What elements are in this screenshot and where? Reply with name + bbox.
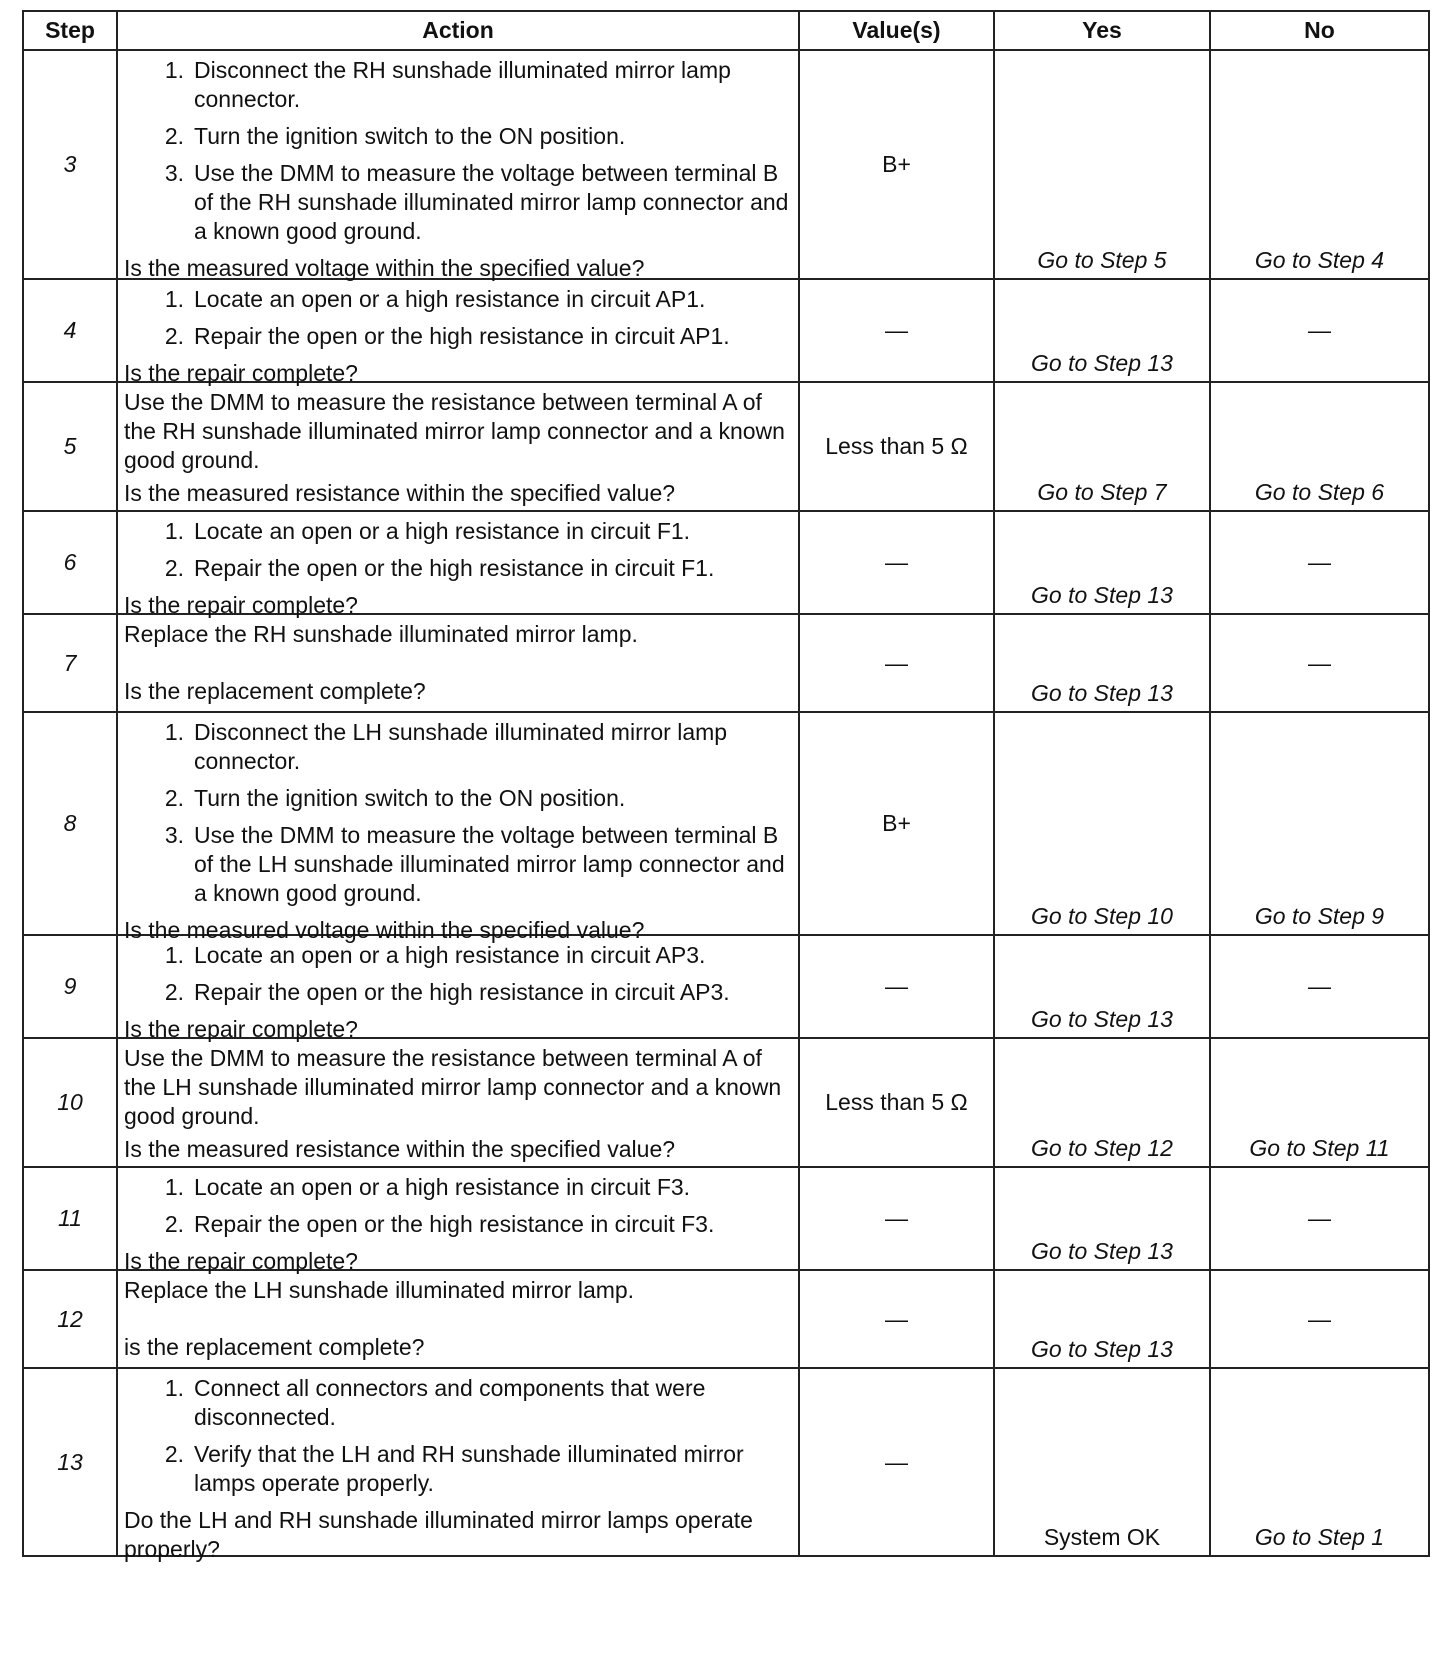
- action-step-number: 2.: [164, 979, 184, 1005]
- action-content: [124, 1044, 792, 1161]
- action-step-number: 1.: [164, 518, 184, 544]
- action-question: Do the LH and RH sunshade illuminated mirror lamps operate properly?: [124, 1507, 753, 1562]
- action-instructions: [124, 620, 792, 653]
- action-content: [124, 718, 792, 943]
- action-step-number: 1.: [164, 1174, 184, 1200]
- no-result: —: [1210, 935, 1429, 1038]
- no-result: Go to Step 6: [1210, 382, 1429, 511]
- action-instructions: [124, 56, 792, 254]
- table-row: [23, 614, 1429, 712]
- step-number: 8: [23, 712, 117, 935]
- action-step-item: [124, 122, 792, 151]
- action-question: Is the measured resistance within the specified value?: [124, 480, 676, 506]
- action-question: Is the repair complete?: [124, 592, 358, 618]
- step-number: 12: [23, 1270, 117, 1368]
- action-instructions: [124, 285, 792, 359]
- action-step-text: Disconnect the LH sunshade illuminated mirror lamp connector.: [194, 719, 728, 774]
- action-content: [124, 620, 792, 706]
- value-cell: —: [799, 1167, 994, 1270]
- action-step-number: 2.: [164, 785, 184, 811]
- no-result: Go to Step 9: [1210, 712, 1429, 935]
- action-step-list: [124, 285, 792, 351]
- action-cell: [117, 614, 799, 712]
- table-row: [23, 382, 1429, 511]
- action-question: Is the measured voltage within the specified value?: [124, 917, 645, 943]
- action-step-item: [124, 821, 792, 908]
- action-intro: Use the DMM to measure the resistance between terminal A of the LH sunshade illuminated mirror lamp connector and a known good ground.: [124, 1045, 782, 1129]
- yes-result: Go to Step 13: [994, 935, 1210, 1038]
- action-cell: [117, 1038, 799, 1167]
- action-step-text: Use the DMM to measure the voltage between terminal B of the LH sunshade illuminated mirror lamp connector and a known good ground.: [194, 822, 785, 906]
- yes-result: Go to Step 13: [994, 1270, 1210, 1368]
- action-step-number: 2.: [164, 1211, 184, 1237]
- value-cell: —: [799, 279, 994, 382]
- diagnostic-table-container: [22, 10, 1428, 1562]
- action-intro: Replace the RH sunshade illuminated mirror lamp.: [124, 621, 638, 647]
- table-body: [23, 50, 1429, 1562]
- no-result: Go to Step 1: [1210, 1368, 1429, 1556]
- table-row: [23, 1038, 1429, 1167]
- yes-result: Go to Step 13: [994, 614, 1210, 712]
- value-cell: —: [799, 614, 994, 712]
- action-step-number: 2.: [164, 123, 184, 149]
- no-result: —: [1210, 1167, 1429, 1270]
- step-number: 13: [23, 1368, 117, 1556]
- action-cell: [117, 382, 799, 511]
- action-step-item: [124, 718, 792, 776]
- step-number: 11: [23, 1167, 117, 1270]
- action-step-item: [124, 1440, 792, 1498]
- action-step-text: Locate an open or a high resistance in circuit AP1.: [194, 286, 706, 312]
- no-result: —: [1210, 1270, 1429, 1368]
- table-row: [23, 1167, 1429, 1270]
- action-step-item: [124, 941, 792, 970]
- action-step-text: Locate an open or a high resistance in circuit F1.: [194, 518, 691, 544]
- action-step-item: [124, 1173, 792, 1202]
- diagnostic-table: [22, 10, 1430, 1562]
- step-number: 4: [23, 279, 117, 382]
- action-step-number: 2.: [164, 555, 184, 581]
- table-row: [23, 712, 1429, 935]
- table-row: [23, 1368, 1429, 1556]
- action-step-number: 3.: [164, 822, 184, 848]
- action-step-item: [124, 517, 792, 546]
- header-row: [23, 11, 1429, 50]
- action-step-number: 3.: [164, 160, 184, 186]
- action-step-text: Disconnect the RH sunshade illuminated mirror lamp connector.: [194, 57, 731, 112]
- table-row: [23, 279, 1429, 382]
- action-content: [124, 56, 792, 281]
- action-step-list: [124, 718, 792, 908]
- step-number: 6: [23, 511, 117, 614]
- action-step-item: [124, 1374, 792, 1432]
- action-step-number: 1.: [164, 286, 184, 312]
- table-row: [23, 935, 1429, 1038]
- header-value: Value(s): [799, 11, 994, 50]
- yes-result: Go to Step 13: [994, 279, 1210, 382]
- action-cell: [117, 712, 799, 943]
- action-step-text: Locate an open or a high resistance in circuit AP3.: [194, 942, 706, 968]
- action-step-item: [124, 978, 792, 1007]
- action-content: [124, 941, 792, 1042]
- no-result: —: [1210, 279, 1429, 382]
- header-step: Step: [23, 11, 117, 50]
- action-step-item: [124, 322, 792, 351]
- action-cell: [117, 1167, 799, 1274]
- action-step-text: Repair the open or the high resistance in circuit AP1.: [194, 323, 730, 349]
- yes-result: Go to Step 10: [994, 712, 1210, 935]
- action-question: Is the replacement complete?: [124, 678, 426, 704]
- header-no: No: [1210, 11, 1429, 50]
- action-step-text: Connect all connectors and components that were disconnected.: [194, 1375, 706, 1430]
- no-result: —: [1210, 614, 1429, 712]
- action-question: Is the repair complete?: [124, 1016, 358, 1042]
- action-intro: Use the DMM to measure the resistance between terminal A of the RH sunshade illuminated mirror lamp connector and a known good ground.: [124, 389, 785, 473]
- action-step-number: 1.: [164, 719, 184, 745]
- table-row: [23, 50, 1429, 279]
- table-row: [23, 511, 1429, 614]
- action-step-item: [124, 554, 792, 583]
- action-step-item: [124, 285, 792, 314]
- value-cell: Less than 5 Ω: [799, 382, 994, 511]
- action-cell: [117, 511, 799, 618]
- action-step-list: [124, 1173, 792, 1239]
- action-cell: [117, 1270, 799, 1368]
- yes-result: Go to Step 13: [994, 511, 1210, 614]
- action-step-list: [124, 56, 792, 246]
- yes-result: Go to Step 13: [994, 1167, 1210, 1270]
- action-step-list: [124, 941, 792, 1007]
- action-step-number: 1.: [164, 57, 184, 83]
- action-step-number: 1.: [164, 942, 184, 968]
- action-step-text: Verify that the LH and RH sunshade illuminated mirror lamps operate properly.: [194, 1441, 744, 1496]
- action-content: [124, 388, 792, 505]
- action-step-item: [124, 784, 792, 813]
- value-cell: —: [799, 511, 994, 614]
- yes-result: System OK: [994, 1368, 1210, 1556]
- action-step-text: Turn the ignition switch to the ON position.: [194, 785, 626, 811]
- action-instructions: [124, 1276, 792, 1309]
- action-step-text: Turn the ignition switch to the ON position.: [194, 123, 626, 149]
- action-instructions: [124, 718, 792, 916]
- action-cell: [117, 279, 799, 386]
- action-step-text: Repair the open or the high resistance in circuit F1.: [194, 555, 715, 581]
- step-number: 3: [23, 50, 117, 279]
- yes-result: Go to Step 5: [994, 50, 1210, 279]
- action-cell: [117, 50, 799, 279]
- action-step-list: [124, 1374, 792, 1498]
- action-content: [124, 1276, 792, 1362]
- action-content: [124, 285, 792, 386]
- action-content: [124, 517, 792, 618]
- action-instructions: [124, 1374, 792, 1506]
- value-cell: Less than 5 Ω: [799, 1038, 994, 1167]
- action-step-text: Repair the open or the high resistance in circuit AP3.: [194, 979, 730, 1005]
- action-content: [124, 1173, 792, 1274]
- action-step-number: 2.: [164, 1441, 184, 1467]
- header-action: Action: [117, 11, 799, 50]
- action-question: Is the repair complete?: [124, 360, 358, 386]
- action-instructions: [124, 388, 792, 479]
- step-number: 5: [23, 382, 117, 511]
- action-question: Is the repair complete?: [124, 1248, 358, 1274]
- no-result: —: [1210, 511, 1429, 614]
- action-content: [124, 1374, 792, 1562]
- action-question: Is the measured resistance within the specified value?: [124, 1136, 676, 1162]
- action-instructions: [124, 517, 792, 591]
- action-question: Is the measured voltage within the specified value?: [124, 255, 645, 281]
- action-step-item: [124, 159, 792, 246]
- no-result: Go to Step 4: [1210, 50, 1429, 279]
- action-cell: [117, 935, 799, 1042]
- action-step-text: Use the DMM to measure the voltage between terminal B of the RH sunshade illuminated mirror lamp connector and a known good ground.: [194, 160, 789, 244]
- header-yes: Yes: [994, 11, 1210, 50]
- action-instructions: [124, 941, 792, 1015]
- action-step-number: 1.: [164, 1375, 184, 1401]
- value-cell: —: [799, 1270, 994, 1368]
- value-cell: —: [799, 935, 994, 1038]
- action-step-item: [124, 1210, 792, 1239]
- action-step-list: [124, 517, 792, 583]
- value-cell: B+: [799, 712, 994, 935]
- step-number: 9: [23, 935, 117, 1038]
- yes-result: Go to Step 12: [994, 1038, 1210, 1167]
- action-step-item: [124, 56, 792, 114]
- table-row: [23, 1270, 1429, 1368]
- value-cell: B+: [799, 50, 994, 279]
- action-question: is the replacement complete?: [124, 1334, 425, 1360]
- action-instructions: [124, 1044, 792, 1135]
- action-step-text: Locate an open or a high resistance in circuit F3.: [194, 1174, 691, 1200]
- action-cell: [117, 1368, 799, 1562]
- action-instructions: [124, 1173, 792, 1247]
- step-number: 10: [23, 1038, 117, 1167]
- step-number: 7: [23, 614, 117, 712]
- action-intro: Replace the LH sunshade illuminated mirror lamp.: [124, 1277, 635, 1303]
- yes-result: Go to Step 7: [994, 382, 1210, 511]
- value-cell: —: [799, 1368, 994, 1556]
- action-step-number: 2.: [164, 323, 184, 349]
- no-result: Go to Step 11: [1210, 1038, 1429, 1167]
- action-step-text: Repair the open or the high resistance in circuit F3.: [194, 1211, 715, 1237]
